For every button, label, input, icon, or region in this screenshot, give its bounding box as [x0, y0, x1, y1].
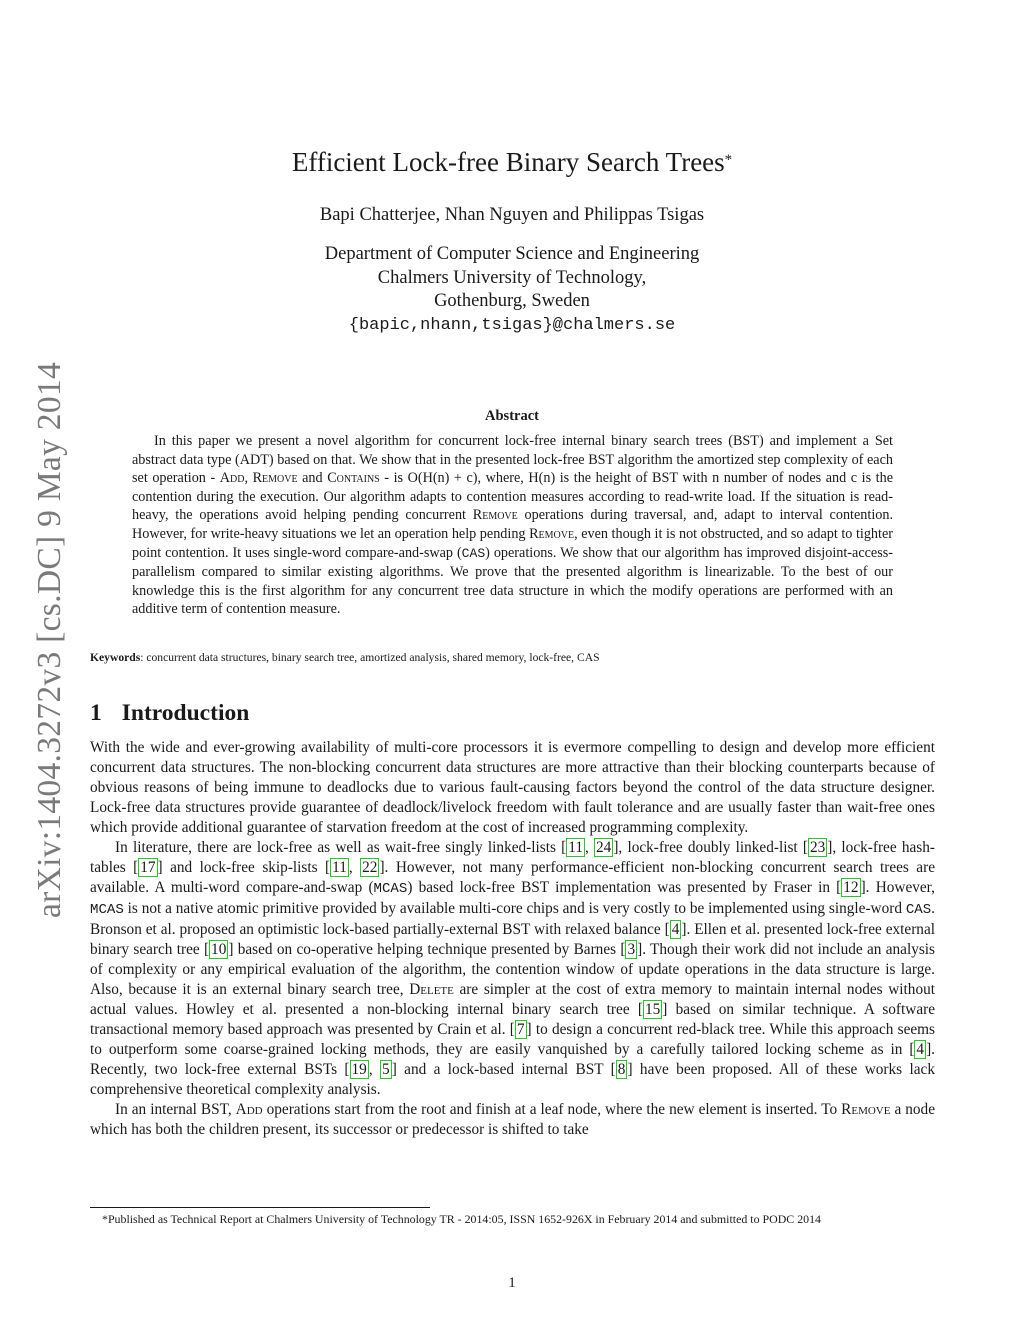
citation-link[interactable]: 3: [627, 941, 636, 958]
citation-link[interactable]: 4: [916, 1041, 925, 1058]
affiliation: [0, 243, 1024, 337]
arxiv-stamp: [30, 355, 70, 925]
abstract-body: In this paper we present a novel algorithm for concurrent lock-free internal binary search trees (BST) and implement a Set abstract data type (ADT) based on that. We show that in the presented lock-free BST algorithm the amortized step complexity of each set operation - Add, Remove and Contains - is O(H(n) + c), where, H(n) is the height of BST with n number of nodes and c is the contention during the execution. Our algorithm adapts to contention measures according to read-write load. If the situation is read-heavy, the operations avoid helping pending concurrent Remove operations during traversal, and, adapt to interval contention. However, for write-heavy situations we let an operation help pending Remove, even though it is not obstructed, and so adapt to tighter point contention. It uses single-word compare-and-swap (CAS) operations. We show that our algorithm has improved disjoint-access-parallelism compared to similar existing algorithms. We prove that the presented algorithm is linearizable. To the best of our knowledge this is the first algorithm for any concurrent tree data structure in which the modify operations are performed with an additive term of contention measure.: [132, 433, 894, 618]
section-number: 1: [90, 700, 102, 726]
section-heading: [90, 700, 249, 727]
cas-term: CAS: [461, 545, 486, 561]
keywords-label: Keywords: [90, 651, 141, 664]
footnote: *Published as Technical Report at Chalmers University of Technology TR - 2014:05, ISSN 1652-926X in February 2014 and submitted to PODC 2014: [102, 1212, 821, 1226]
introduction-body: [90, 738, 935, 1140]
citation-link[interactable]: 4: [671, 921, 680, 938]
footnote-rule: [90, 1207, 430, 1208]
citation-link[interactable]: 10: [211, 941, 227, 958]
email: {bapic,nhann,tsigas}@chalmers.se: [348, 315, 676, 335]
title-text: Efficient Lock-free Binary Search Trees: [291, 147, 725, 177]
op-add: Add: [219, 470, 245, 487]
keywords: [90, 650, 940, 666]
arxiv-id: arXiv:1404.3272v3 [cs.DC] 9 May 2014: [31, 361, 68, 919]
section-title: Introduction: [121, 700, 250, 726]
citation-link[interactable]: 19: [351, 1061, 367, 1078]
citation-link[interactable]: 11: [332, 859, 347, 876]
paragraph: In an internal BST, Add operations start from the root and finish at a leaf node, where the new element is inserted. To Remove a node which has both the children present, its successor or predecessor is shifted to take: [90, 1101, 935, 1138]
paragraph: In literature, there are lock-free as well as wait-free singly linked-lists [ 11 , 24 ], lock-free doubly linked-list [ 23 ], lock-free hash-tables [ 17 ] and lock-free skip-lists [ 11 , 22 ]. However, not many performance-efficient non-blocking concurrent search trees are available. A multi-word compare-and-swap (MCAS) based lock-free BST implementation was presented by Fraser in [ 12 ]. However, MCAS is not a native atomic primitive provided by available multi-core chips and is very costly to be implemented using single-word CAS. Bronson et al. proposed an optimistic lock-based partially-external BST with relaxed balance [ 4 ]. Ellen et al. presented lock-free external binary search tree [ 10 ] based on co-operative helping technique presented by Barnes [ 3 ]. Though their work did not include an analysis of complexity or any empirical evaluation of the algorithm, the contention window of update operations in the data structure is large. Also, because it is an external binary search tree, Delete are simpler at the cost of extra memory to maintain internal nodes without actual values. Howley et al. presented a non-blocking internal binary search tree [ 15 ] based on similar technique. A software transactional memory based approach was presented by Crain et al. [ 7 ] to design a concurrent red-black tree. While this approach seems to outperform some coarse-grained locking methods, they are easily vanquished by a carefully tailored locking scheme as in [ 4 ]. Recently, two lock-free external BSTs [ 19 , 5 ] and a lock-based internal BST [ 8 ] have been proposed. All of these works lack comprehensive theoretical complexity analysis.: [90, 839, 935, 1098]
op-contains: Contains: [327, 470, 380, 487]
citation-link[interactable]: 17: [140, 859, 156, 876]
department: Department of Computer Science and Engineering: [324, 244, 700, 264]
citation-link[interactable]: 22: [362, 859, 378, 876]
paper-title: [0, 142, 1024, 182]
title-footnote-mark: *: [724, 152, 733, 168]
page-number: 1: [508, 1275, 516, 1291]
university: Chalmers University of Technology,: [377, 267, 647, 288]
citation-link[interactable]: 12: [843, 879, 859, 896]
citation-link[interactable]: 5: [382, 1061, 390, 1078]
authors: Bapi Chatterjee, Nhan Nguyen and Philippas Tsigas: [319, 205, 705, 225]
citation-link[interactable]: 7: [516, 1021, 525, 1038]
keywords-text: : concurrent data structures, binary search tree, amortized analysis, shared memory, lock-free, CAS: [140, 651, 600, 664]
citation-link[interactable]: 15: [644, 1001, 661, 1018]
paragraph: With the wide and ever-growing availability of multi-core processors it is evermore compelling to design and develop more efficient concurrent data structures. The non-blocking concurrent data structures are more attractive than their blocking counterparts because of obvious reasons of being immune to deadlocks due to various fault-causing factors beyond the control of the data structure designer. Lock-free data structures provide guarantee of deadlock/livelock freedom with fault tolerance and are usually faster than wait-free ones which provide additional guarantee of starvation freedom at the cost of increased programming complexity.: [90, 739, 935, 836]
abstract-heading: Abstract: [485, 408, 539, 424]
citation-link[interactable]: 8: [617, 1061, 626, 1078]
city: Gothenburg, Sweden: [434, 291, 590, 311]
citation-link[interactable]: 24: [596, 839, 612, 856]
op-remove: Remove: [252, 470, 298, 487]
citation-link[interactable]: 23: [809, 839, 826, 856]
citation-link[interactable]: 11: [568, 839, 583, 856]
